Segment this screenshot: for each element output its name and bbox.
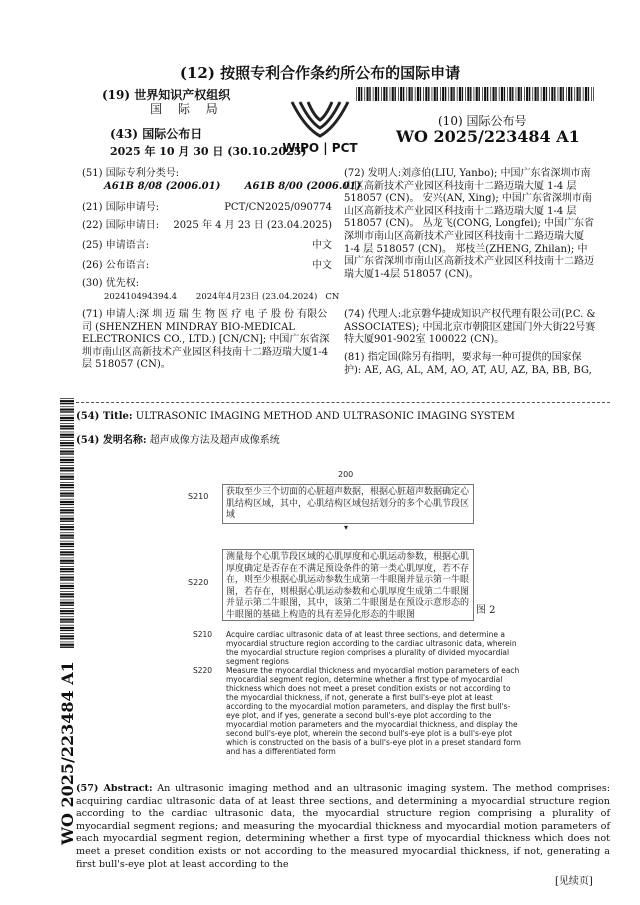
side-barcode-icon	[60, 398, 74, 648]
field-value: 202410494394.4 2024年4月23日 (23.04.2024) CN	[104, 291, 340, 302]
section-divider	[76, 402, 610, 403]
field-app-date	[82, 220, 332, 233]
field-ipc	[82, 168, 361, 193]
figure-translation	[193, 630, 523, 756]
field-designated-states	[344, 352, 596, 377]
side-pub-number-text: WO 2025/223484 A1	[58, 661, 77, 845]
field-app-no	[82, 202, 332, 215]
pub-date: 2025 年 10 月 30 日 (30.10.2025)	[110, 145, 307, 158]
field-pub-lang	[82, 260, 332, 273]
flow-box-s220: 测量每个心肌节段区域的心肌厚度和心肌运动参数，根据心肌厚度确定是否存在不满足预设条件的第一类心肌厚度，若不存在，则至少根据心肌运动参数生成第一牛眼图并显示第一牛眼图，若存在，则根据心肌运动参数和心肌厚度生成第二牛眼图并显示第二牛眼图，其中，该第二牛眼图是在预设示意形态的牛眼图的基础上构造的具有差异化形态的牛眼图	[222, 549, 474, 621]
title-zh-label: (54) 发明名称:	[76, 435, 147, 446]
abstract	[76, 783, 610, 871]
field-value: 深 圳 迈 瑞 生 物 医 疗 电 子 股 份 有限公司 (SHENZHEN MINDRAY BIO-MEDICAL ELECTRONICS CO., LTD.) [CN/CN]; 中国广东省深圳市南山区高新技术产业园区科技南十二路迈瑞大厦1-4层 518057 (CN)。	[82, 309, 330, 371]
field-priority	[82, 278, 340, 303]
field-label: (51) 国际专利分类号:	[82, 168, 180, 179]
field-label: (26) 公布语言:	[82, 260, 150, 271]
figure-ref-number: 200	[338, 470, 354, 479]
logo-text: WIPO | PCT	[282, 141, 358, 155]
document-title: (12) 按照专利合作条约所公布的国际申请	[179, 64, 461, 82]
org-line-1: (19) 世界知识产权组织	[102, 88, 231, 102]
continued-note: [见续页]	[555, 876, 593, 887]
field-applicant	[82, 309, 332, 372]
pub-number: WO 2025/223484 A1	[396, 127, 580, 146]
field-label: (30) 优先权:	[82, 278, 140, 289]
abstract-text: An ultrasonic imaging method and an ultrasonic imaging system. The method comprises: acquiring cardiac ultrasonic data of at least three sections, and determining a myocardial structure region according to the cardiac ultrasonic data, the myocardial structure region comprising a plurality of myocardial segment regions; and measuring the myocardial thickness and myocardial motion parameters of each myocardial segment region, determining whether a first type of myocardial thickness which does not meet a preset condition exists or not according to the measured myocardial thickness, if not, generating a first bull's-eye plot at least according to the	[76, 783, 610, 870]
org-line-2: 国 际 局	[150, 102, 224, 116]
pub-date-label: (43) 国际公布日	[110, 127, 203, 141]
field-label: (22) 国际申请日:	[82, 220, 160, 231]
field-value: 北京磐华捷成知识产权代理有限公司(P.C. & ASSOCIATES); 中国北京市朝阳区建国门外大街22号赛特大厦901-902室 100022 (CN)。	[344, 309, 596, 346]
step-id: S220	[193, 666, 213, 675]
field-value: 2025 年 4 月 23 日 (23.04.2025)	[173, 220, 332, 231]
field-label: (81) 指定国	[344, 352, 398, 363]
field-value: PCT/CN2025/090774	[224, 202, 332, 213]
field-label: (25) 申请语言:	[82, 240, 150, 251]
field-value: (除另有指明，要求每一种可提供的国家保护): AE, AG, AL, AM, AO, AT, AU, AZ, BA, BB, BG,	[344, 352, 592, 376]
field-filing-lang	[82, 240, 332, 253]
field-value: A61B 8/08 (2006.01) A61B 8/00 (2006.01)	[104, 180, 361, 192]
field-inventors	[344, 168, 596, 281]
field-label: (72) 发明人:	[344, 168, 402, 179]
title-en-text: ULTRASONIC IMAGING METHOD AND ULTRASONIC IMAGING SYSTEM	[135, 411, 515, 422]
field-value: 中文	[312, 260, 332, 271]
title-en	[76, 411, 515, 422]
field-agent	[344, 309, 596, 347]
wipo-logo-icon	[272, 96, 368, 156]
field-label: (74) 代理人:	[344, 309, 402, 320]
flow-box-s210: 获取至少三个切面的心脏超声数据，根据心脏超声数据确定心肌结构区域，其中，心肌结构区域包括划分的多个心肌节段区域	[222, 484, 474, 524]
step-id-s220: S220	[188, 578, 209, 587]
step-text: Acquire cardiac ultrasonic data of at least three sections, and determine a myocardial structure region according to the cardiac ultrasonic data, wherein the myocardial structure region comprises a plurality of divided myocardial segment regions	[226, 630, 517, 666]
field-value: 中文	[312, 240, 332, 251]
field-value: 刘彦伯(LIU, Yanbo); 中国广东省深圳市南山区高新技术产业园区科技南十二路迈瑞大厦 1-4 层 518057 (CN)。 安兴(AN, Xing); 中国广东省深圳市南山区高新技术产业园区科技南十二路迈瑞大厦 1-4 层 518057 (CN)。 丛龙飞(CONG, Longfei); 中国广东省深圳市南山区高新技术产业园区科技南十二路迈瑞大厦 1-4 层 518057 (CN)。 郑枝兰(ZHENG, Zhilan); 中国广东省深圳市南山区高新技术产业园区科技南十二路迈瑞大厦1-4层 518057 (CN)。	[344, 168, 594, 280]
field-label: (71) 申请人:	[82, 309, 140, 320]
title-zh	[76, 431, 280, 446]
step-id: S210	[193, 630, 213, 639]
title-zh-text: 超声成像方法及超声成像系统	[149, 435, 280, 446]
step-row-s220	[193, 666, 523, 756]
wipo-org	[102, 88, 272, 116]
title-en-label: (54) Title:	[76, 411, 133, 422]
step-id-s210: S210	[188, 492, 209, 501]
step-row-s210	[193, 630, 523, 666]
barcode-icon	[356, 87, 594, 101]
field-label: (21) 国际申请号:	[82, 202, 160, 213]
abstract-label: (57) Abstract:	[76, 783, 153, 794]
step-text: Measure the myocardial thickness and myocardial motion parameters of each myocardial segment region, determine whether a first type of myocardial thickness which does not meet a preset condition exists or not according to the myocardial thickness, if not, generate a first bull's-eye plot at least according to the myocardial motion parameters, and display the first bull's-eye plot, and if yes, generate a second bull's-eye plot according to the myocardial motion parameters and the myocardial thickness, and display the second bull's-eye plot, wherein the second bull's-eye plot is a bull's-eye plot which is constructed on the basis of a bull's-eye plot in a preset standard form and has a differentiated form	[226, 666, 521, 756]
figure-label: 图 2	[476, 605, 496, 616]
pub-no-label: (10) 国际公布号	[438, 114, 527, 128]
flow-arrow-icon: ▾	[344, 523, 349, 532]
